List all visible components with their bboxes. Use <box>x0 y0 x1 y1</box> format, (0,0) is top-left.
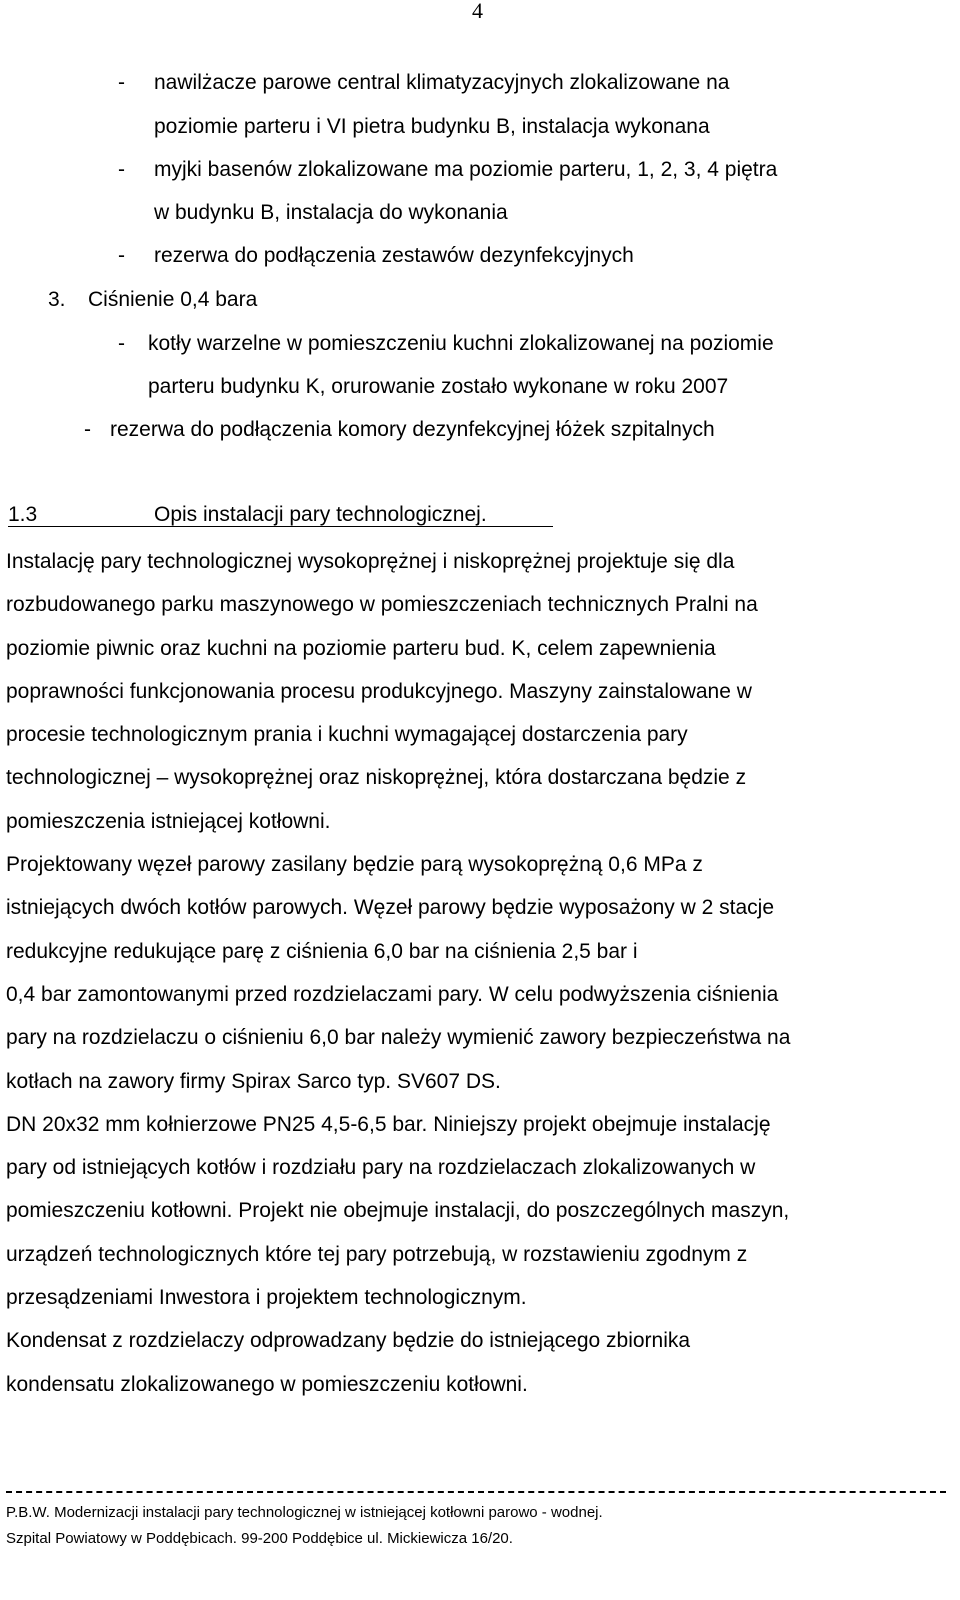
list-bullet: - <box>118 71 125 94</box>
body-line: pary na rozdzielaczu o ciśnieniu 6,0 bar należy wymienić zawory bezpieczeństwa na <box>6 1026 791 1050</box>
body-line: poprawności funkcjonowania procesu produkcyjnego. Maszyny zainstalowane w <box>6 679 752 703</box>
body-line: pomieszczenia istniejącej kotłowni. <box>6 809 331 833</box>
list-bullet: - <box>118 332 125 355</box>
body-line: przesądzeniami Inwestora i projektem technologicznym. <box>6 1286 527 1310</box>
body-line: procesie technologicznym prania i kuchni wymagającej dostarczenia pary <box>6 723 688 747</box>
body-text <box>6 540 951 1406</box>
list-item: w budynku B, instalacja do wykonania <box>154 201 508 224</box>
list-item: parteru budynku K, orurowanie zostało wykonane w roku 2007 <box>148 375 729 398</box>
body-line: technologicznej – wysokoprężnej oraz niskoprężnej, która dostarczana będzie z <box>6 766 747 790</box>
footer-divider <box>6 1491 946 1493</box>
footer-line-1: P.B.W. Modernizacji instalacji pary technologicznej w istniejącej kotłowni parowo - wodnej. <box>6 1504 603 1521</box>
body-line: poziomie piwnic oraz kuchni na poziomie parteru bud. K, celem zapewnienia <box>6 636 716 660</box>
list-item: poziomie parteru i VI pietra budynku B, instalacja wykonana <box>154 115 710 138</box>
section-number: 1.3 <box>8 503 38 526</box>
list-bullet: - <box>84 418 91 441</box>
list-item: nawilżacze parowe central klimatyzacyjnych zlokalizowane na <box>154 71 730 94</box>
body-line: DN 20x32 mm kołnierzowe PN25 4,5-6,5 bar. Niniejszy projekt obejmuje instalację <box>6 1112 771 1136</box>
list-item: kotły warzelne w pomieszczeniu kuchni zlokalizowanej na poziomie <box>148 332 774 355</box>
body-line: pary od istniejących kotłów i rozdziału pary na rozdzielaczach zlokalizowanych w <box>6 1156 756 1180</box>
body-line: 0,4 bar zamontowanymi przed rozdzielaczami pary. W celu podwyższenia ciśnienia <box>6 982 779 1006</box>
list-bullet: - <box>118 244 125 267</box>
item-number: 3. <box>48 288 66 311</box>
body-line: pomieszczeniu kotłowni. Projekt nie obejmuje instalacji, do poszczególnych maszyn, <box>6 1199 790 1223</box>
body-line: kondensatu zlokalizowanego w pomieszczeniu kotłowni. <box>6 1372 528 1396</box>
body-line: Kondensat z rozdzielaczy odprowadzany będzie do istniejącego zbiornika <box>6 1329 691 1353</box>
section-title: Opis instalacji pary technologicznej. <box>154 503 487 526</box>
body-line: urządzeń technologicznych które tej pary potrzebują, w rozstawieniu zgodnym z <box>6 1242 748 1266</box>
body-line: rozbudowanego parku maszynowego w pomieszczeniach technicznych Pralni na <box>6 593 758 617</box>
list-item: rezerwa do podłączenia zestawów dezynfekcyjnych <box>154 244 634 267</box>
body-line: redukcyjne redukujące parę z ciśnienia 6,0 bar na ciśnienia 2,5 bar i <box>6 939 638 963</box>
body-line: Projektowany węzeł parowy zasilany będzie parą wysokoprężną 0,6 MPa z <box>6 853 703 877</box>
body-line: Instalację pary technologicznej wysokoprężnej i niskoprężnej projektuje się dla <box>6 550 735 573</box>
footer-line-2: Szpital Powiatowy w Poddębicach. 99-200 Poddębice ul. Mickiewicza 16/20. <box>6 1530 513 1547</box>
page-number: 4 <box>472 0 483 23</box>
body-line: istniejących dwóch kotłów parowych. Węzeł parowy będzie wyposażony w 2 stacje <box>6 896 775 920</box>
list-item: myjki basenów zlokalizowane ma poziomie parteru, 1, 2, 3, 4 piętra <box>154 158 778 181</box>
list-bullet: - <box>118 158 125 181</box>
item-heading: Ciśnienie 0,4 bara <box>88 288 258 311</box>
body-line: kotłach na zawory firmy Spirax Sarco typ. SV607 DS. <box>6 1069 501 1093</box>
list-item: rezerwa do podłączenia komory dezynfekcyjnej łóżek szpitalnych <box>110 418 715 441</box>
